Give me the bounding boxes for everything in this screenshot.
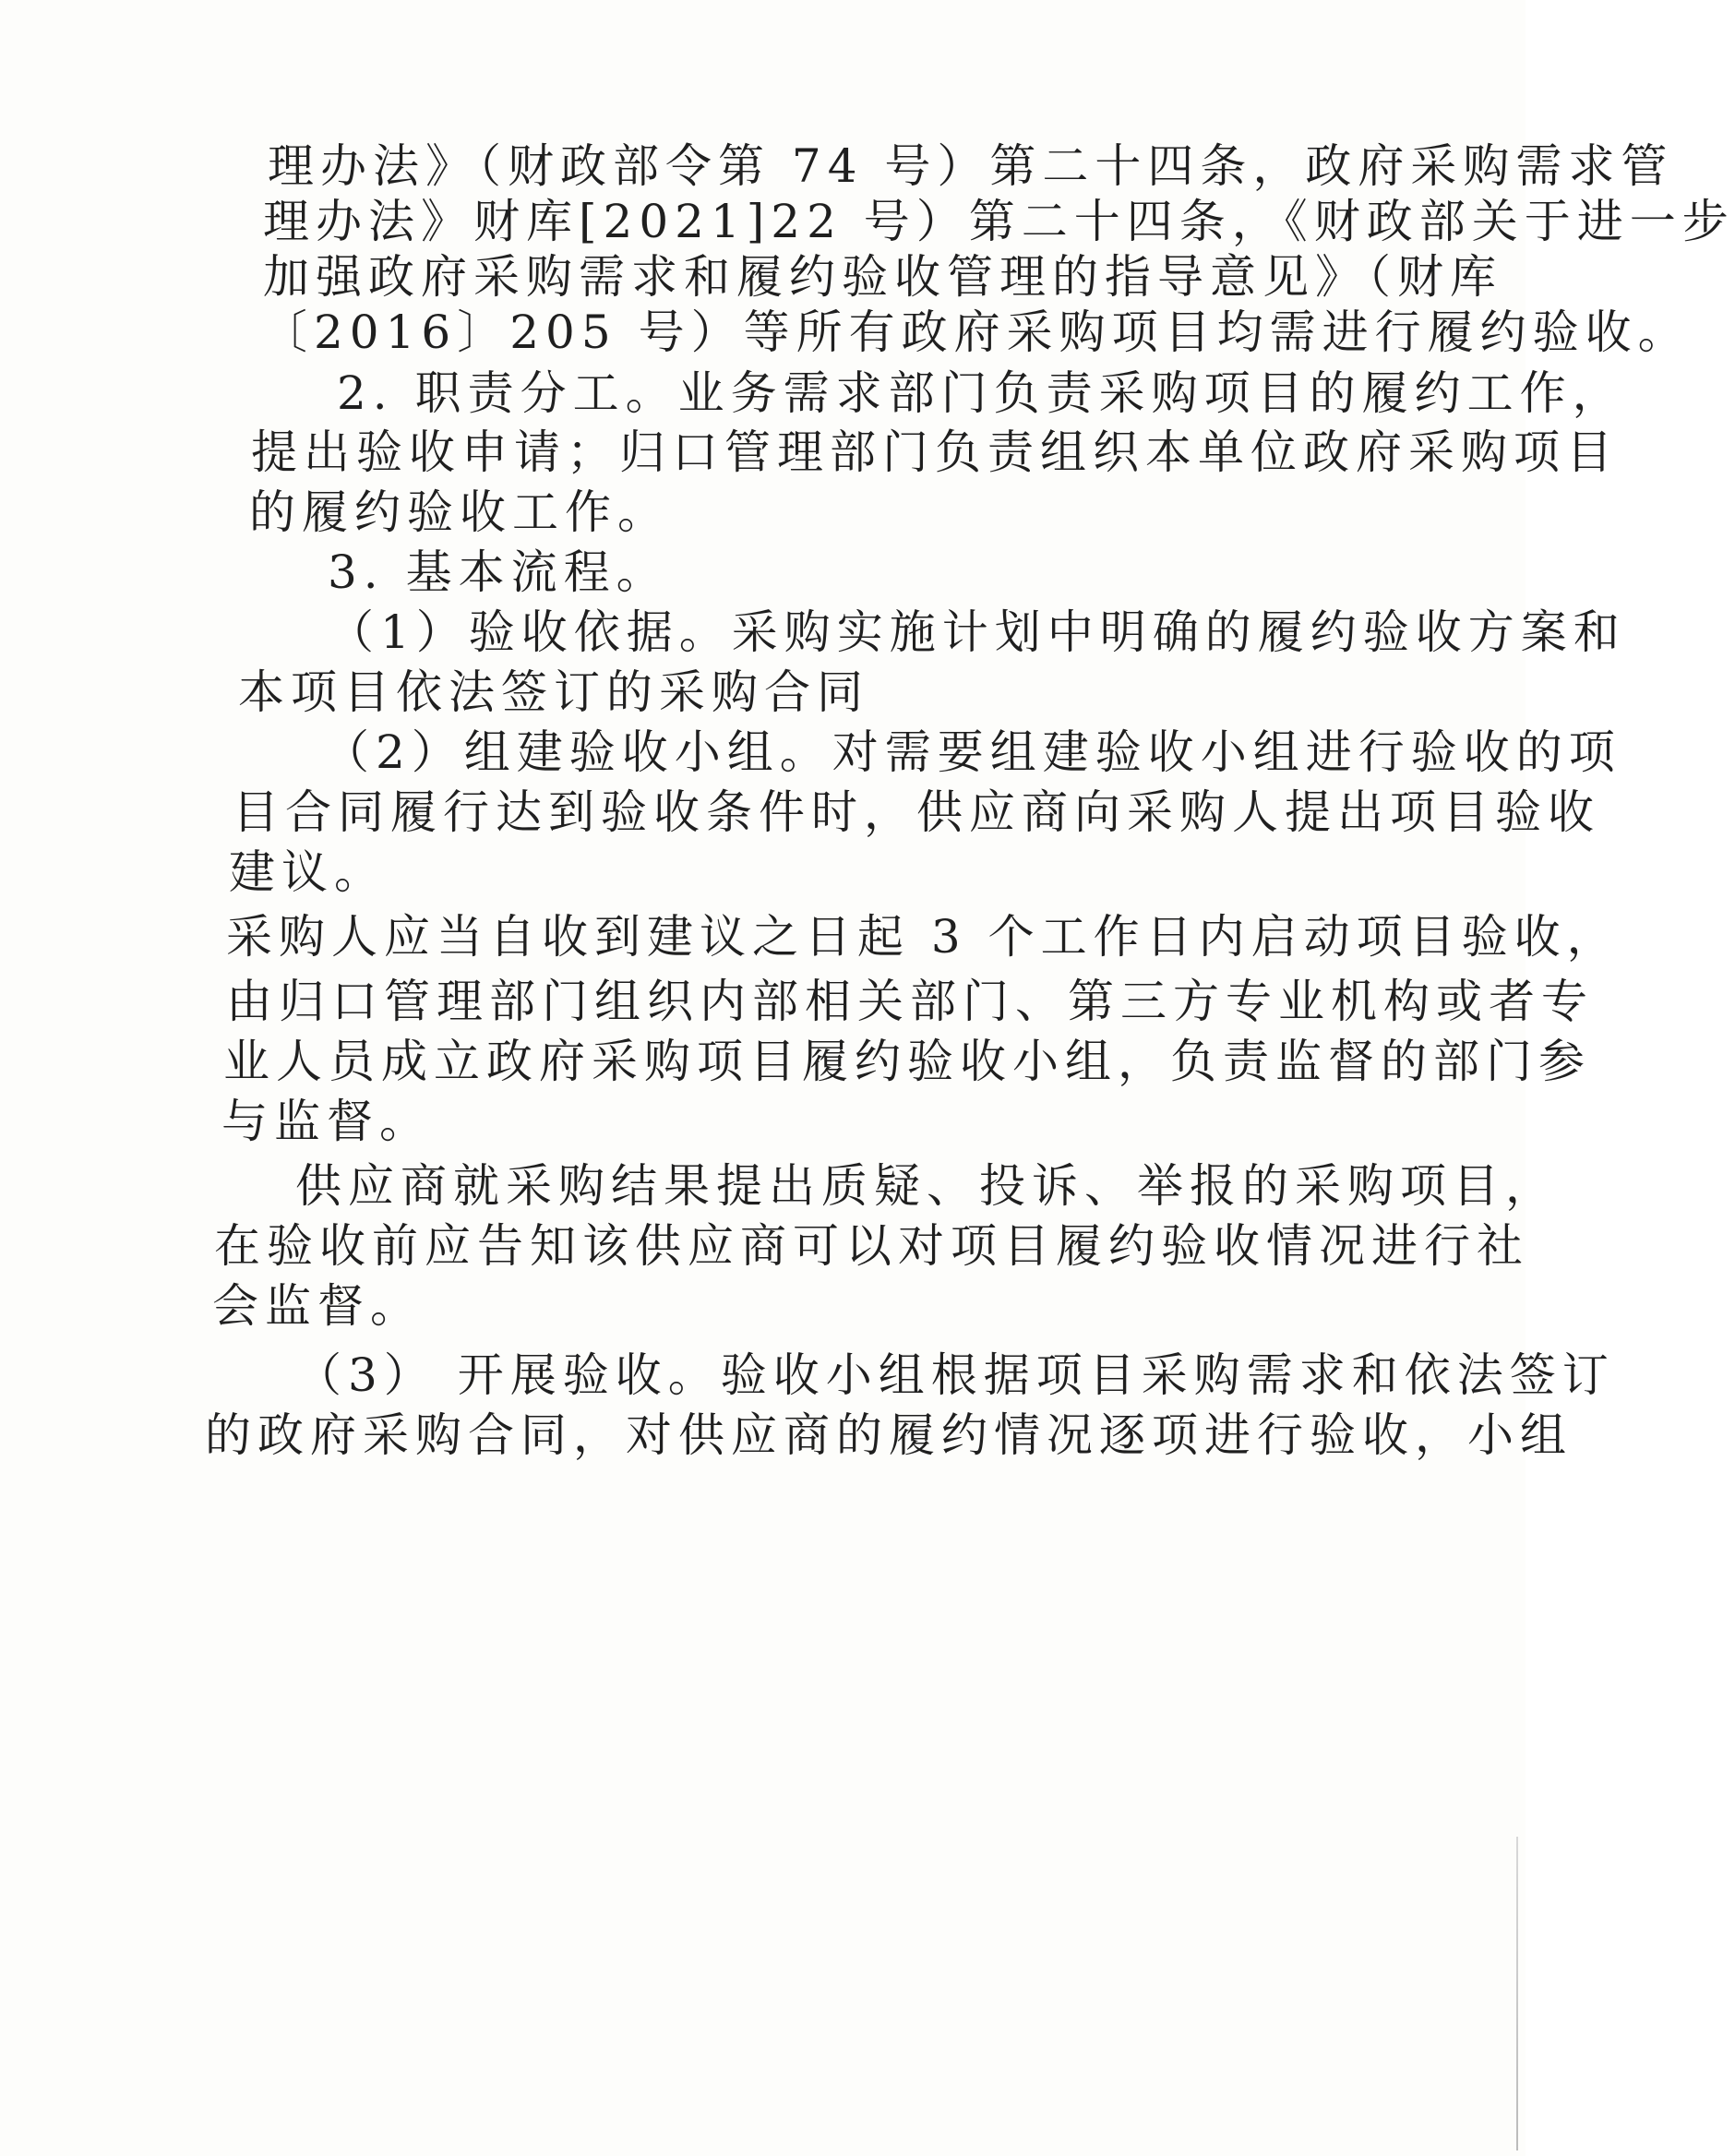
text-line: 的政府采购合同，对供应商的履约情况逐项进行验收，小组 [205,1408,1573,1462]
text-line: 理办法》财库[2021]22 号）第二十四条，《财政部关于进一步 [263,195,1735,248]
text-line: （3） 开展验收。验收小组根据项目采购需求和依法签订 [295,1348,1615,1402]
text-line: 与监督。 [221,1095,432,1148]
text-line: 目合同履行达到验收条件时，供应商向采购人提出项目验收 [233,785,1600,839]
text-line: （2）组建验收小组。对需要组建验收小组进行验收的项 [323,725,1621,779]
text-line: （1）验收依据。采购实施计划中明确的履约验收方案和 [328,605,1626,659]
text-line: 供应商就采购结果提出质疑、投诉、举报的采购项目， [295,1159,1558,1213]
text-line: 加强政府采购需求和履约验收管理的指导意见》（财库 [263,250,1502,304]
text-line: 〔2016〕205 号）等所有政府采购项目均需进行履约验收。 [261,305,1691,359]
text-line: 的履约验收工作。 [249,485,670,539]
text-line: 由归口管理部门组织内部相关部门、第三方专业机构或者专 [226,975,1594,1028]
text-line: 2. 职责分工。业务需求部门负责采购项目的履约工作， [337,366,1625,420]
text-line: 会监督。 [212,1279,423,1333]
text-line: 采购人应当自收到建议之日起 3 个工作日内启动项目验收， [226,910,1620,964]
text-line: 建议。 [229,845,387,899]
text-line: 理办法》（财政部令第 74 号）第二十四条，政府采购需求管 [268,139,1674,193]
text-line: 在验收前应告知该供应商可以对项目履约验收情况进行社 [214,1219,1529,1273]
text-line: 本项目依法签订的采购合同 [238,665,869,719]
scan-edge-mark [1516,1837,1518,2150]
text-line: 提出验收申请；归口管理部门负责组织本单位政府采购项目 [251,425,1619,479]
text-line: 业人员成立政府采购项目履约验收小组，负责监督的部门参 [223,1035,1591,1088]
text-line: 3. 基本流程。 [328,545,669,599]
